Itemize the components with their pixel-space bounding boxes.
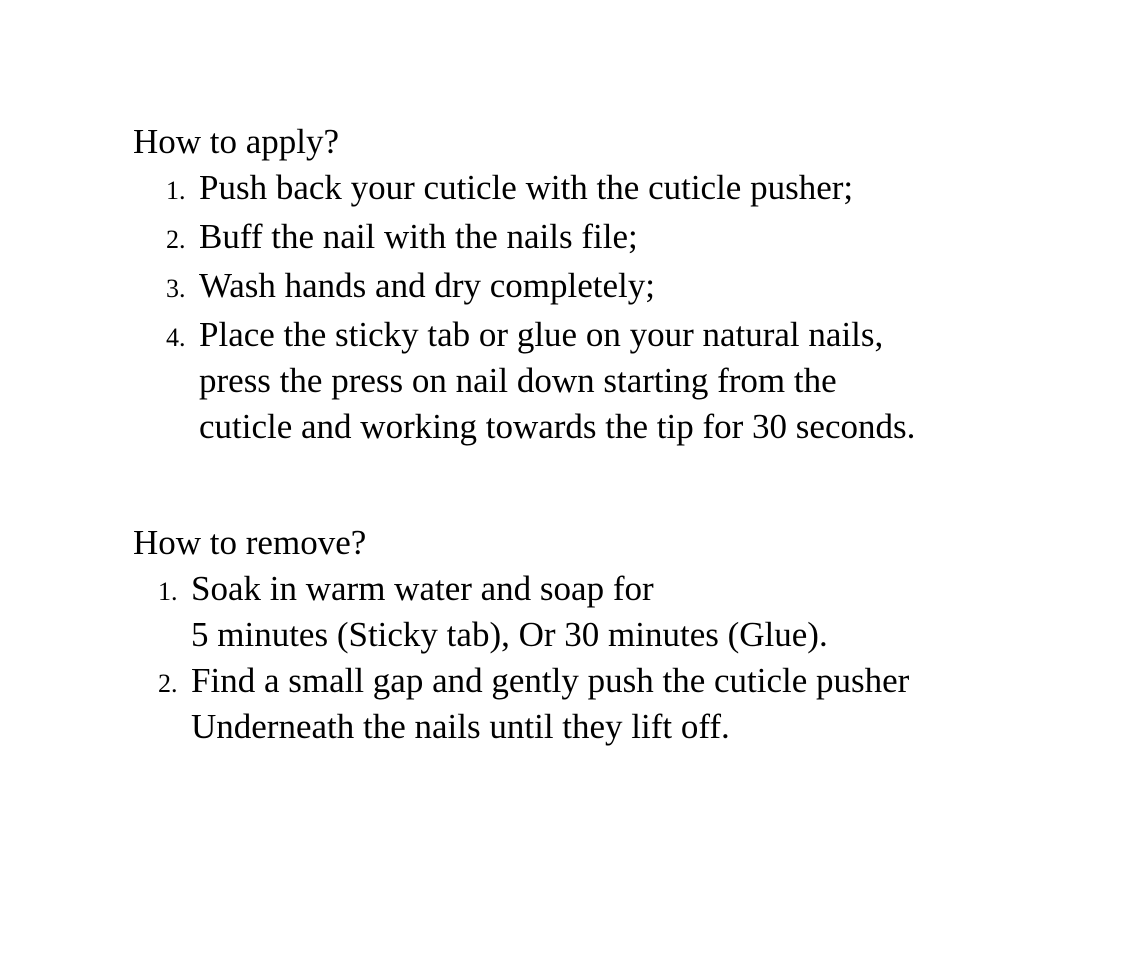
apply-steps-list (133, 165, 915, 450)
step-text: cuticle and working towards the tip for 30 seconds. (199, 407, 916, 446)
apply-step-2 (133, 214, 915, 263)
step-text: Buff the nail with the nails file; (199, 217, 638, 256)
remove-step-2 (133, 658, 909, 750)
apply-step-1 (133, 165, 915, 214)
step-text: press the press on nail down starting from the (199, 361, 837, 400)
step-number: 1. (166, 176, 186, 205)
apply-heading: How to apply? (133, 122, 340, 161)
remove-heading: How to remove? (133, 523, 367, 562)
step-number: 3. (166, 274, 186, 303)
step-number: 4. (166, 323, 186, 352)
step-text: Soak in warm water and soap for (191, 569, 654, 608)
step-text: Underneath the nails until they lift off. (191, 707, 730, 746)
apply-section (133, 119, 915, 450)
apply-step-4 (133, 312, 915, 450)
apply-step-3 (133, 263, 915, 312)
remove-steps-list (133, 566, 909, 750)
remove-step-1 (133, 566, 909, 658)
step-number: 2. (158, 669, 178, 698)
step-text: Find a small gap and gently push the cuticle pusher (191, 661, 910, 700)
step-text: Wash hands and dry completely; (199, 266, 655, 305)
step-number: 2. (166, 225, 186, 254)
step-text: Push back your cuticle with the cuticle pusher; (199, 168, 854, 207)
step-text: Place the sticky tab or glue on your natural nails, (199, 315, 884, 354)
remove-section (133, 520, 909, 750)
step-number: 1. (158, 577, 178, 606)
step-text: 5 minutes (Sticky tab), Or 30 minutes (Glue). (191, 615, 828, 654)
